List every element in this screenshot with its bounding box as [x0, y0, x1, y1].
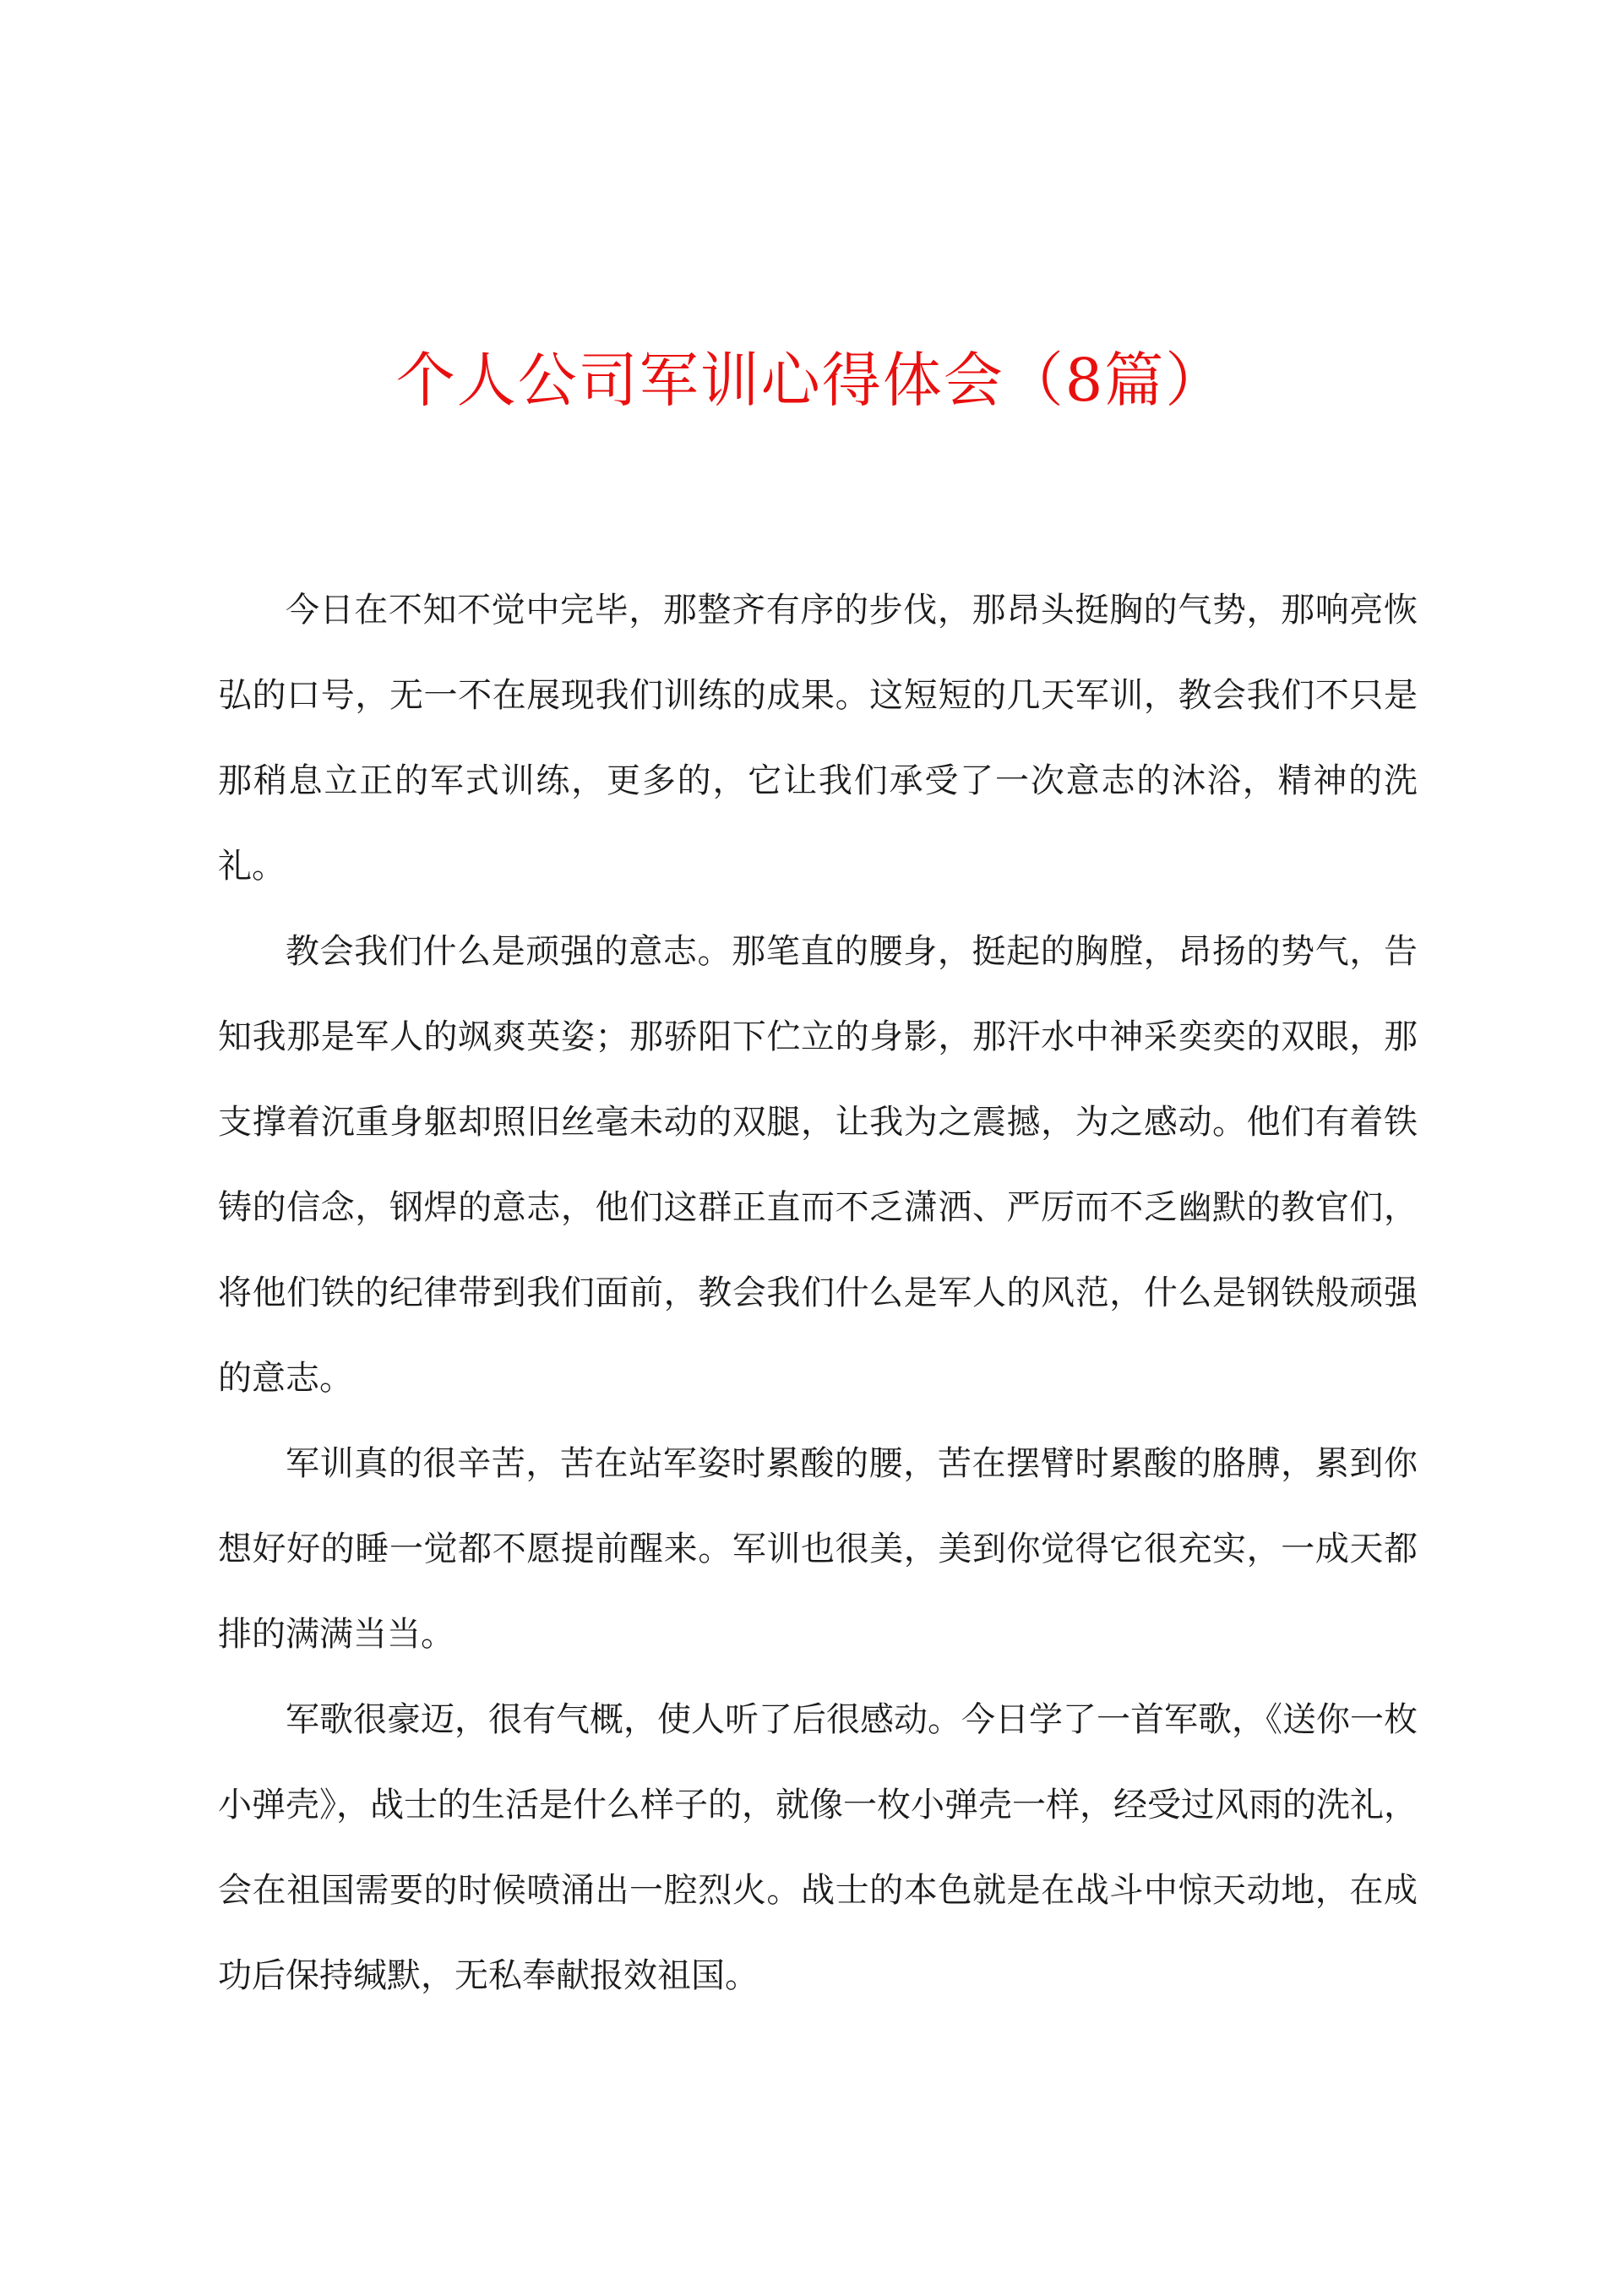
document-title: 个人公司军训心得体会（8篇）: [395, 346, 1227, 415]
paragraph-4: 军歌很豪迈，很有气概，使人听了后很感动。今日学了一首军歌，《送你一枚小弹壳》，战士的生活是什么样子的，就像一枚小弹壳一样，经受过风雨的洗礼，会在祖国需要的时候喷涌出一腔烈火。战士的本色就是在战斗中惊天动地，在成功后保持缄默，无私奉献报效祖国。: [218, 1700, 1418, 1995]
paragraph-3: 军训真的很辛苦，苦在站军姿时累酸的腰，苦在摆臂时累酸的胳膊，累到你想好好的睡一觉都不愿提前醒来。军训也很美，美到你觉得它很充实，一成天都排的满满当当。: [218, 1444, 1418, 1654]
paragraph-1: 今日在不知不觉中完毕，那整齐有序的步伐，那昂头挺胸的气势，那响亮恢弘的口号，无一不在展现我们训练的成果。这短短的几天军训，教会我们不只是那稍息立正的军式训练，更多的，它让我们承受了一次意志的沐浴，精神的洗礼。: [218, 591, 1418, 886]
document-body: [218, 568, 1418, 2019]
paragraph-2: 教会我们什么是顽强的意志。那笔直的腰身，挺起的胸膛，昂扬的势气，告知我那是军人的飒爽英姿；那骄阳下伫立的身影，那汗水中神采奕奕的双眼，那支撑着沉重身躯却照旧丝毫未动的双腿，让我为之震撼，为之感动。他们有着铁铸的信念，钢焊的意志，他们这群正直而不乏潇洒、严厉而不乏幽默的教官们，将他们铁的纪律带到我们面前，教会我们什么是军人的风范，什么是钢铁般顽强的意志。: [218, 932, 1418, 1398]
